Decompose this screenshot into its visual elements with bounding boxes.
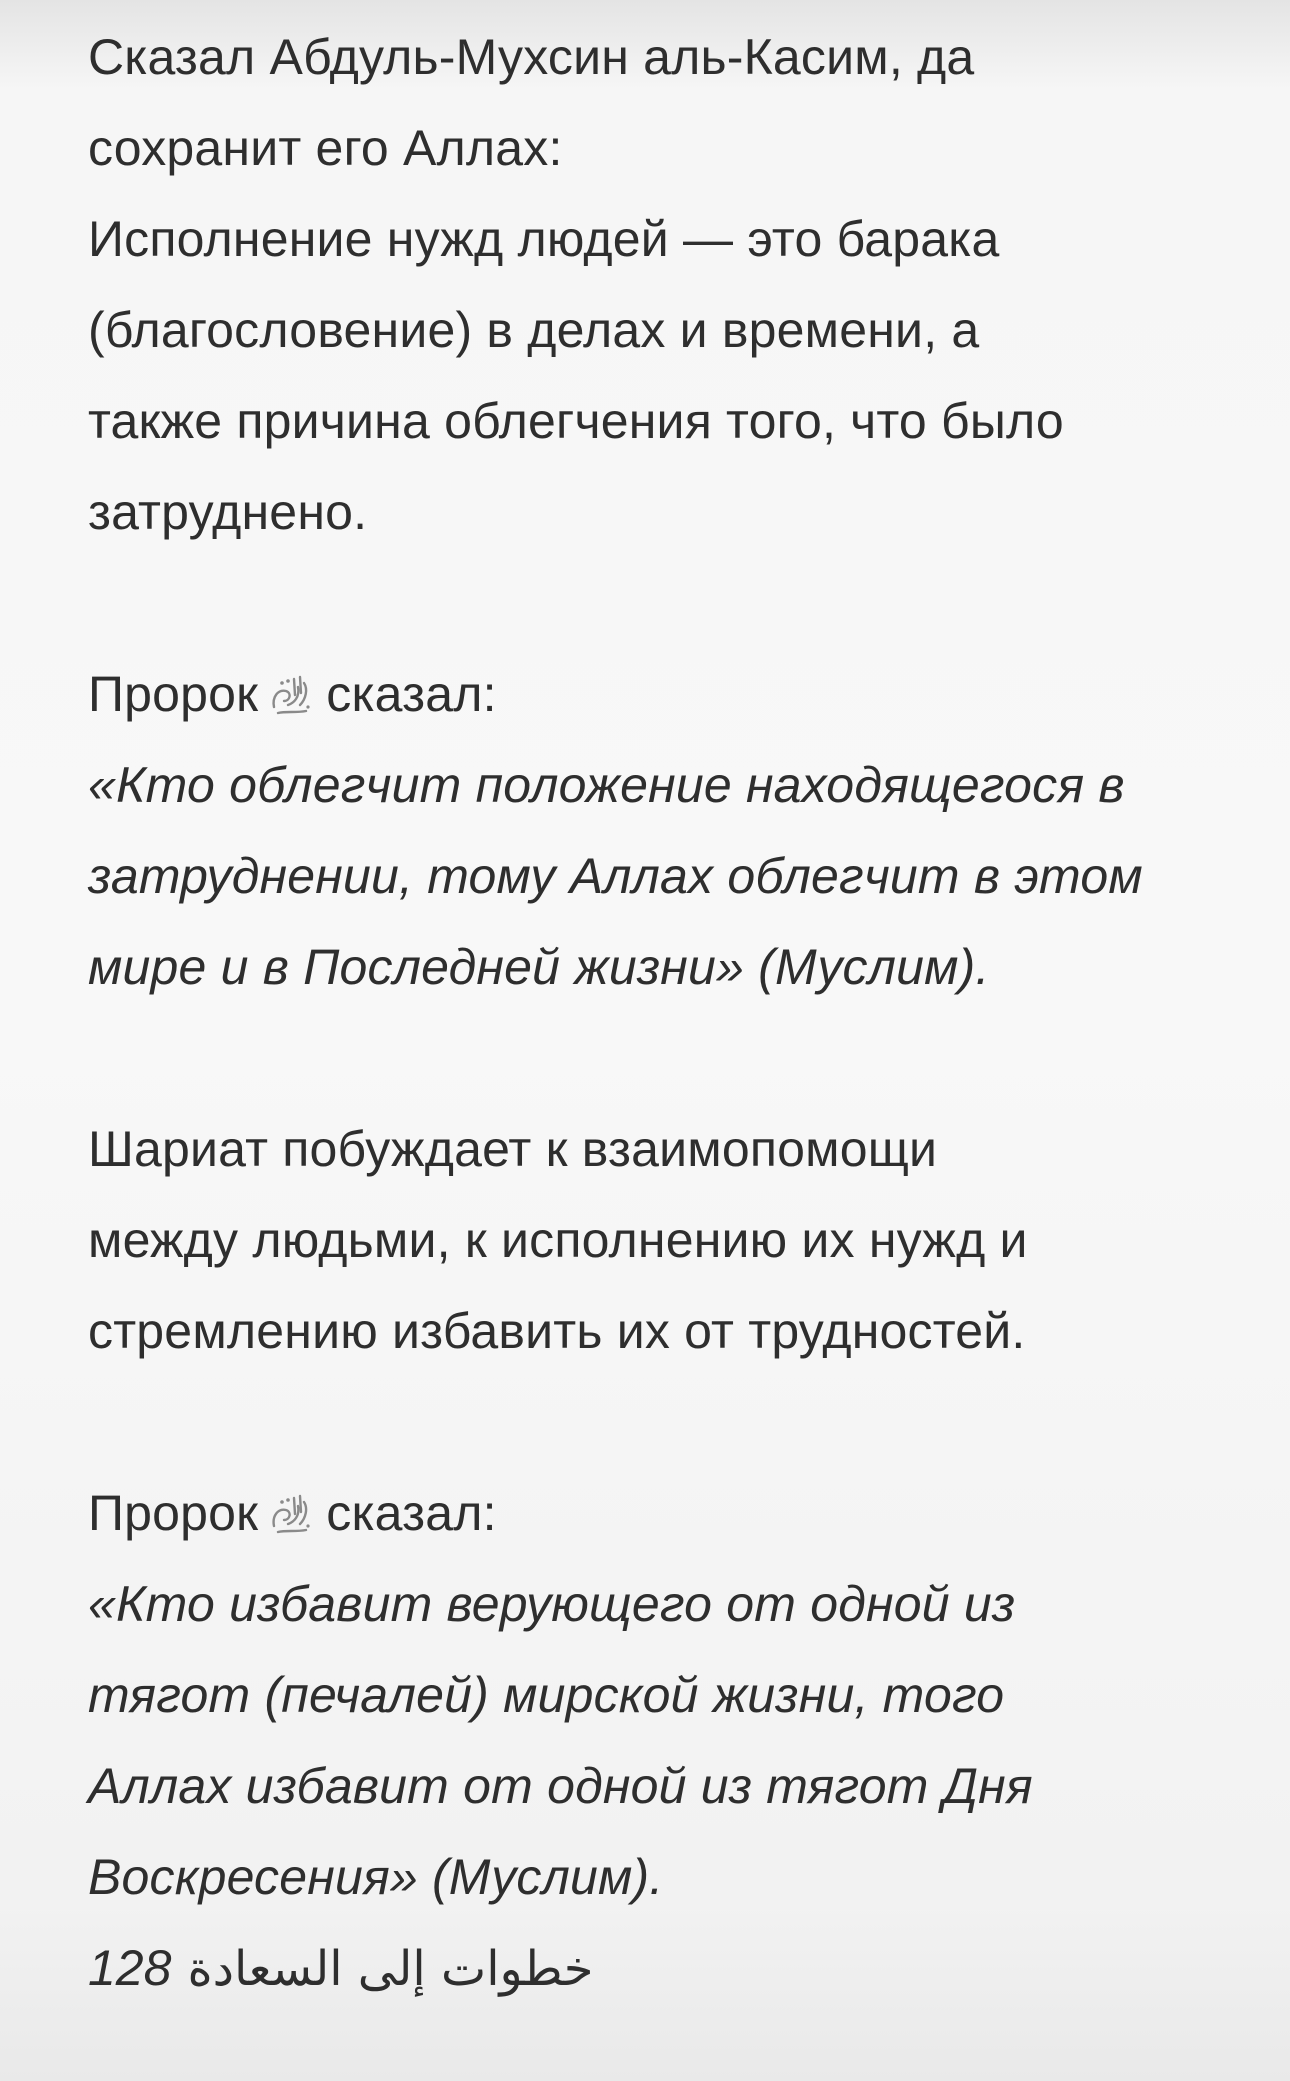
paragraph-spacer	[88, 1377, 1230, 1468]
paragraph-spacer	[88, 1013, 1230, 1104]
hadith-intro-suffix: сказал:	[326, 666, 497, 722]
sharia-paragraph	[88, 1104, 1230, 1377]
paragraph-spacer	[88, 558, 1230, 649]
hadith-intro-prefix: Пророк	[88, 1485, 259, 1541]
text-line: Шариат побуждает к взаимопомощи	[88, 1121, 938, 1177]
salawat-ligature-icon	[264, 657, 316, 709]
text-line: между людьми, к исполнению их нужд и	[88, 1212, 1028, 1268]
hadith-intro	[88, 1468, 1230, 1559]
quote-line: мире и в Последней жизни» (Муслим).	[88, 939, 990, 995]
source-reference	[88, 1923, 1230, 2014]
text-line: (благословение) в делах и времени, а	[88, 302, 980, 358]
quote-line: Аллах избавит от одной из тягот Дня	[88, 1758, 1033, 1814]
quote-line: «Кто избавит верующего от одной из	[88, 1576, 1016, 1632]
salawat-ligature-icon	[264, 1476, 316, 1528]
source-book-title: خطوات إلى السعادة	[187, 1941, 594, 1997]
intro-paragraph	[88, 12, 1230, 558]
text-line: сохранит его Аллах:	[88, 120, 563, 176]
quote-line: Воскресения» (Муслим).	[88, 1849, 664, 1905]
text-line: стремлению избавить их от трудностей.	[88, 1303, 1026, 1359]
text-line: затруднено.	[88, 484, 368, 540]
quote-line: «Кто облегчит положение находящегося в	[88, 757, 1125, 813]
quote-line: затруднении, тому Аллах облегчит в этом	[88, 848, 1143, 904]
hadith-block-2	[88, 1468, 1230, 1923]
text-line: также причина облегчения того, что было	[88, 393, 1064, 449]
hadith-intro-suffix: сказал:	[326, 1485, 497, 1541]
hadith-intro	[88, 649, 1230, 740]
source-page-number: 128	[88, 1940, 172, 1996]
hadith-block-1	[88, 649, 1230, 1013]
hadith-intro-prefix: Пророк	[88, 666, 259, 722]
text-line: Сказал Абдуль-Мухсин аль-Касим, да	[88, 29, 975, 85]
text-line: Исполнение нужд людей — это барака	[88, 211, 1000, 267]
quote-line: тягот (печалей) мирской жизни, того	[88, 1667, 1005, 1723]
